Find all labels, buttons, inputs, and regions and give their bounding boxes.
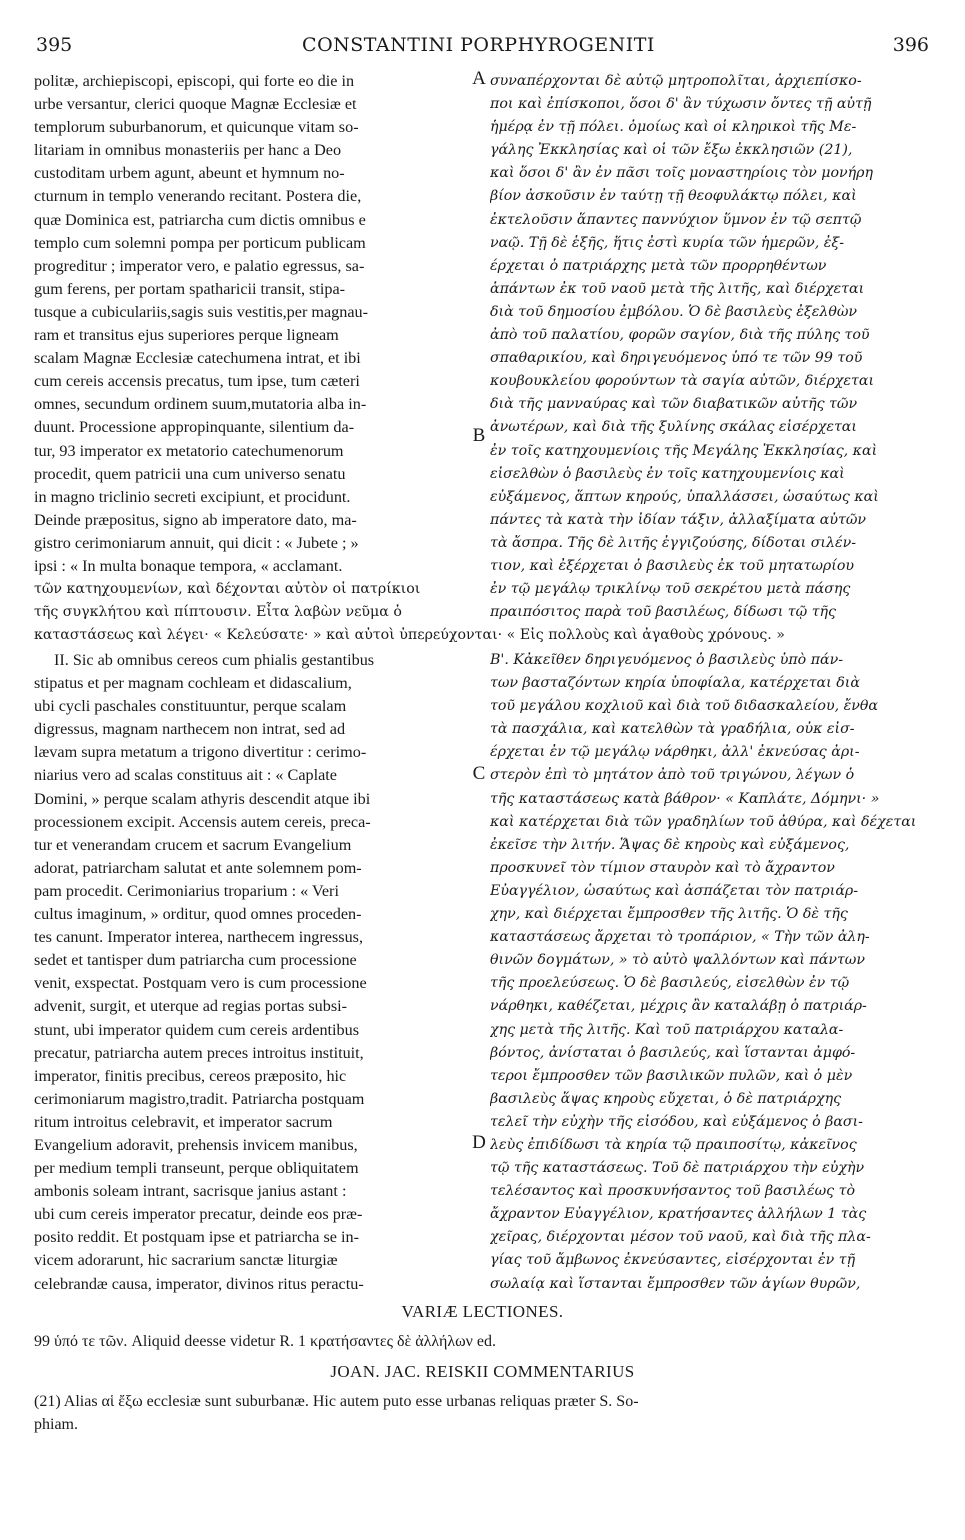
text-line: τῆς προελεύσεως. Ὁ δὲ βασιλεύς, εἰσελθὼν ἐν τῷ xyxy=(490,975,850,992)
text-line: ἐν τῷ μεγάλῳ τρικλίνῳ τοῦ σεκρέτου μετὰ πάσης xyxy=(490,581,851,598)
text-line: litariam in omnibus monasteriis per hanc a Deo xyxy=(34,141,342,160)
text-line: τῆς καταστάσεως κατὰ βάθρον· « Καπλάτε, Δόμηνι· » xyxy=(490,790,880,807)
text-line: καταστάσεως καὶ λέγει· « Κελεύσατε· » καὶ αὐτοὶ ὑπερεύχονται· « Εἰς πολλοὺς καὶ ἀγαθοὺς χρόνους. » xyxy=(34,627,785,644)
text-line: stunt, ubi imperator quidem cum cereis ardentibus xyxy=(34,1020,360,1039)
marker-b: B xyxy=(472,425,486,446)
text-line: procedit, quem patricii una cum universo senatu xyxy=(34,464,346,483)
text-line: τὰ ἄσπρα. Τῆς δὲ λιτῆς ἐγγιζούσης, δίδοται σιλέν- xyxy=(490,534,857,551)
variae-heading: VARIÆ LECTIONES. xyxy=(401,1302,564,1321)
text-line: gum ferens, per portam spatharicii transit, stipa- xyxy=(34,279,346,298)
running-header xyxy=(28,34,929,62)
text-line: των βασταζόντων κηρία ὑποφίαλα, κατέρχεται διὰ xyxy=(490,675,860,692)
text-line: Β'. Κἀκεῖθεν δηριγευόμενος ὁ βασιλεὺς ὑπὸ πάν- xyxy=(490,652,844,668)
commentary-line-2: phiam. xyxy=(34,1416,78,1433)
text-line: II. Sic ab omnibus cereos cum phialis gestantibus xyxy=(54,651,375,669)
text-line: τελεῖ τὴν εὐχὴν τῆς εἰσόδου, καὶ εὐξάμενος ὁ βασι- xyxy=(490,1113,863,1130)
text-line: in magno triclinio secreti excipiunt, et procidunt. xyxy=(34,487,351,506)
text-line: cturnum in templo venerando recitant. Postera die, xyxy=(34,187,362,206)
text-line: τοῦ μεγάλου κοχλιοῦ καὶ διὰ τοῦ διδασκαλείου, ἔνθα xyxy=(490,698,878,715)
text-line: lævam supra metatum a trigono divertitur : cerimo- xyxy=(34,743,367,762)
text-line: tes canunt. Imperator interea, narthecem ingressus, xyxy=(34,928,364,947)
text-line: processionem excipit. Accensis autem cereis, preca- xyxy=(34,812,371,831)
variae-line: 99 ὑπό τε τῶν. Aliquid deesse videtur R. 1 κρατήσαντες δὲ ἀλλήλων ed. xyxy=(34,1333,496,1350)
text-line: advenit, surgit, et uterque ad regias portas subsi- xyxy=(34,997,348,1016)
text-line: per medium templi transeunt, perque obliquitatem xyxy=(34,1159,359,1178)
text-line: καὶ κατέρχεται διὰ τῶν γραδηλίων τοῦ ἀθύρα, καὶ δέχεται xyxy=(490,813,917,830)
text-line: χην, καὶ διέρχεται ἔμπροσθεν τῆς λιτῆς. Ὁ δὲ τῆς xyxy=(490,906,848,923)
running-title: CONSTANTINI PORPHYROGENITI xyxy=(302,34,655,56)
page-number-left: 395 xyxy=(36,34,73,56)
commentary-text xyxy=(34,1390,934,1436)
text-line: tusque a cubiculariis,sagis suis vestitis,per magnau- xyxy=(34,302,369,321)
text-line: celebrandæ causa, imperator, divinos ritus peractu- xyxy=(34,1274,364,1293)
text-line: γάλης Ἐκκλησίας καὶ οἱ τῶν ἔξω ἐκκλησιῶν (21), xyxy=(490,142,853,159)
text-line: Deinde præpositus, signo ab imperatore dato, ma- xyxy=(34,510,357,529)
text-line: ram et transitus ejus superiores perque ligneam xyxy=(34,326,339,345)
text-line: politæ, archiepiscopi, episcopi, qui forte eo die in xyxy=(34,72,355,90)
text-line: cultus imaginum, » orditur, quod omnes proceden- xyxy=(34,905,362,924)
text-line: συναπέρχονται δὲ αὐτῷ μητροπολῖται, ἀρχιεπίσκο- xyxy=(490,73,862,89)
text-line: ambonis soleam intrant, sacrisque janius astant : xyxy=(34,1182,347,1201)
text-line: stipatus et per magnam cochleam et didascalium, xyxy=(34,674,352,693)
text-line: βίον ἀσκοῦσιν ἐν ταύτῃ τῇ θεοφυλάκτῳ πόλει, καὶ xyxy=(490,188,857,205)
latin-column-bottom xyxy=(34,649,468,1296)
text-line: ubi cycli paschales constituuntur, perque scalam xyxy=(34,697,347,716)
text-line: ipsi : « In multa bonaque tempora, « acclamant. xyxy=(34,556,343,575)
latin-column-top xyxy=(34,70,468,578)
text-line: Evangelium adoravit, prehensis invicem manibus, xyxy=(34,1135,358,1154)
text-line: τῶν κατηχουμενίων, καὶ δέχονται αὐτὸν οἱ πατρίκιοι xyxy=(34,581,421,597)
text-line: precatur, patriarcha autem preces introitus instituit, xyxy=(34,1043,364,1062)
marker-c: C xyxy=(472,763,486,784)
text-line: ἡμέρᾳ ἐν τῇ πόλει. ὁμοίως καὶ οἱ κληρικοὶ τῆς Με- xyxy=(490,119,857,136)
text-line: τῷ τῆς καταστάσεως. Τοῦ δὲ πατριάρχου τὴν εὐχὴν xyxy=(490,1160,865,1177)
text-line: γίας τοῦ ἄμβωνος ἐκνεύσαντες, εἰσέρχονται ἐν τῇ xyxy=(490,1252,856,1269)
text-line: ναῷ. Τῇ δὲ ἑξῆς, ἥτις ἐστὶ κυρία τῶν ἡμερῶν, ἐξ- xyxy=(490,234,844,251)
text-line: καταστάσεως ἄρχεται τὸ τροπάριον, « Τὴν τῶν ἀλη- xyxy=(490,929,870,946)
text-line: posito reddit. Et postquam ipse et patriarcha se in- xyxy=(34,1228,360,1247)
text-line: θινῶν δογμάτων, » τὸ αὐτὸ ψαλλόντων καὶ πάντων xyxy=(490,952,865,969)
text-line: διὰ τοῦ δημοσίου ἐμβόλου. Ὁ δὲ βασιλεὺς ἐξελθὼν xyxy=(490,303,858,320)
text-line: tur, 93 imperator ex metatorio catechumenorum xyxy=(34,441,344,460)
marker-d: D xyxy=(472,1132,486,1153)
variae-text xyxy=(34,1330,934,1353)
text-line: ἐκεῖσε τὴν λιτήν. Ἅψας δὲ κηροὺς καὶ εὐξάμενος, xyxy=(490,836,850,853)
text-line: cerimoniarum magistro,tradit. Patriarcha postquam xyxy=(34,1089,365,1108)
text-line: τιον, καὶ ἐξέρχεται ὁ βασιλεὺς ἐκ τοῦ μητατωρίου xyxy=(490,557,855,574)
text-line: templorum suburbanorum, et quicunque vitam so- xyxy=(34,118,359,137)
text-line: διὰ τῆς μανναύρας καὶ τῶν διαβατικῶν αὐτῆς τῶν xyxy=(490,396,858,413)
text-line: custoditam urbem agunt, abeunt et hymnum no- xyxy=(34,164,345,183)
commentary-heading: JOAN. JAC. REISKII COMMENTARIUS xyxy=(330,1362,635,1381)
text-line: πάντες τὰ κατὰ τὴν ἰδίαν τάξιν, ἀλλαξίματα αὐτῶν xyxy=(490,511,867,528)
text-line: έρχεται ὁ πατριάρχης μετὰ τῶν προρρηθέντων xyxy=(490,257,827,274)
text-line: adorat, patriarcham salutat et ante solemnem pom- xyxy=(34,858,362,877)
text-line: βασιλεὺς ἅψας κηροὺς εὔχεται, ὁ δὲ πατριάρχης xyxy=(490,1090,842,1107)
text-line: ἄχραντον Εὐαγγέλιον, κρατήσαντες ἀλλήλων 1 τὰς xyxy=(490,1206,867,1223)
text-line: Domini, » perque scalam athyris descendit atque ibi xyxy=(34,789,371,808)
text-line: προσκυνεῖ τὸν τίμιον σταυρὸν καὶ τὸ ἄχραντον xyxy=(490,859,835,876)
text-line: στερὸν ἐπὶ τὸ μητάτον ἀπὸ τοῦ τριγώνου, λέγων ὁ xyxy=(490,767,855,784)
commentary-line-1: (21) Alias αἱ ἔξω ecclesiæ sunt suburbanæ. Hic autem puto esse urbanas reliquas præter S. So- xyxy=(34,1393,639,1410)
text-line: κουβουκλείου φορούντων τὰ σαγία αὐτῶν, διέρχεται xyxy=(490,373,875,390)
text-line: σωλαίᾳ καὶ ἵστανται ἔμπροσθεν τῶν ἁγίων θυρῶν, xyxy=(490,1275,861,1292)
text-line: ἁπάντων ἐκ τοῦ ναοῦ μετὰ τῆς λιτῆς, καὶ διέρχεται xyxy=(490,280,865,297)
text-line: νάρθηκι, καθέζεται, μέχρις ἂν καταλάβῃ ὁ πατριάρ- xyxy=(490,998,867,1015)
text-line: urbe versantur, clerici quoque Magnæ Ecclesiæ et xyxy=(34,95,357,114)
text-line: Εὐαγγέλιον, ὡσαύτως καὶ ἀσπάζεται τὸν πατριάρ- xyxy=(490,882,859,899)
text-line: omnes, secundum ordinem suum,mutatoria alba in- xyxy=(34,395,367,414)
text-line: ἐν τοῖς κατηχουμενίοις τῆς Μεγάλης Ἐκκλησίας, καὶ xyxy=(490,442,878,459)
text-line: sedet et tantisper dum patriarcha cum processione xyxy=(34,951,357,970)
text-line: digressus, magnam narthecem non intrat, sed ad xyxy=(34,720,346,739)
text-line: ἐκτελοῦσιν ἅπαντες παννύχιον ὕμνον ἐν τῷ σεπτῷ xyxy=(490,211,862,228)
text-line: σπαθαρικίου, καὶ δηριγευόμενος ὑπό τε τῶν 99 τοῦ xyxy=(490,350,863,367)
text-line: ἀπὸ τοῦ παλατίου, φορῶν σαγίον, διὰ τῆς πύλης τοῦ xyxy=(490,327,870,344)
text-line: gistro cerimoniarum annuit, qui dicit : « Jubete ; » xyxy=(34,533,359,552)
text-line: venit, exspectat. Postquam vero is cum processione xyxy=(34,974,367,993)
text-line: tur et venerandam crucem et sacrum Evangelium xyxy=(34,835,352,854)
text-line: χης μετὰ τῆς λιτῆς. Καὶ τοῦ πατριάρχου καταλα- xyxy=(490,1021,844,1038)
text-line: λεὺς ἐπιδίδωσι τὰ κηρία τῷ πραιποσίτῳ, κἀκεῖνος xyxy=(490,1136,857,1153)
text-line: ritum introitus celebravit, et imperator sacrum xyxy=(34,1112,333,1131)
text-line: τῆς συγκλήτου καὶ πίπτουσιν. Εἶτα λαβὼν νεῦμα ὁ xyxy=(34,604,402,621)
text-line: progreditur ; imperator vero, e palatio egressus, sa- xyxy=(34,256,365,275)
text-line: καὶ ὅσοι δ' ἂν ἐν πᾶσι τοῖς μοναστηρίοις τὸν μονήρη xyxy=(490,165,874,182)
text-line: ubi cum cereis imperator precatur, deinde eos præ- xyxy=(34,1205,363,1224)
text-line: εὐξάμενος, ἅπτων κηρούς, ὑπαλλάσσει, ὡσαύτως καὶ xyxy=(490,488,879,505)
text-line: duunt. Processione appropinquante, silentium da- xyxy=(34,418,355,437)
text-line: έρχεται ἐν τῷ μεγάλῳ νάρθηκι, ἀλλ' ἐκνεύσας ἀρι- xyxy=(490,744,860,761)
text-line: χεῖρας, διέρχονται μέσον τοῦ ναοῦ, καὶ διὰ τῆς πλα- xyxy=(490,1229,871,1246)
text-line: εἰσελθὼν ὁ βασιλεὺς ἐν τοῖς κατηχουμενίοις καὶ xyxy=(490,465,845,482)
greek-column-bottom xyxy=(490,649,935,1296)
greek-bridge-lines xyxy=(34,578,934,647)
text-line: cum cereis accensis precatus, tum ipse, tum cæteri xyxy=(34,372,360,391)
marker-a: A xyxy=(472,68,486,89)
text-line: pam procedit. Cerimoniarius troparium : « Veri xyxy=(34,881,339,900)
greek-column-top xyxy=(490,70,935,624)
page-number-right: 396 xyxy=(892,34,929,56)
text-line: ἀνωτέρων, καὶ διὰ τῆς ξυλίνης σκάλας εἰσέρχεται xyxy=(490,419,857,436)
text-line: πραιπόσιτος παρὰ τοῦ βασιλέως, δίδωσι τῷ τῆς xyxy=(490,604,836,621)
text-line: quæ Dominica est, patriarcha cum dictis omnibus e xyxy=(34,210,366,229)
text-line: imperator, finitis precibus, cereos præposito, hic xyxy=(34,1066,347,1085)
text-line: ποι καὶ ἐπίσκοποι, ὅσοι δ' ἂν τύχωσιν ὄντες τῇ αὐτῇ xyxy=(490,96,872,113)
text-line: τὰ πασχάλια, καὶ κατελθὼν τὰ γραδήλια, οὐκ εἰσ- xyxy=(490,721,855,738)
text-line: scalam Magnæ Ecclesiæ catechumena intrat, et ibi xyxy=(34,349,361,368)
text-line: βόντος, ἀνίσταται ὁ βασιλεύς, καὶ ἵστανται ἀμφό- xyxy=(490,1044,856,1061)
text-line: niarius vero ad scalas constituus ait : « Caplate xyxy=(34,766,337,785)
text-line: τεροι ἔμπροσθεν τῶν βασιλικῶν πυλῶν, καὶ ὁ μὲν xyxy=(490,1067,853,1084)
text-line: vicem adorarunt, hic sacrarium sanctæ liturgiæ xyxy=(34,1251,338,1270)
text-line: templo cum solemni pompa per porticum publicam xyxy=(34,233,366,252)
text-line: τελέσαντος καὶ προσκυνήσαντος τοῦ βασιλέως τὸ xyxy=(490,1183,856,1200)
